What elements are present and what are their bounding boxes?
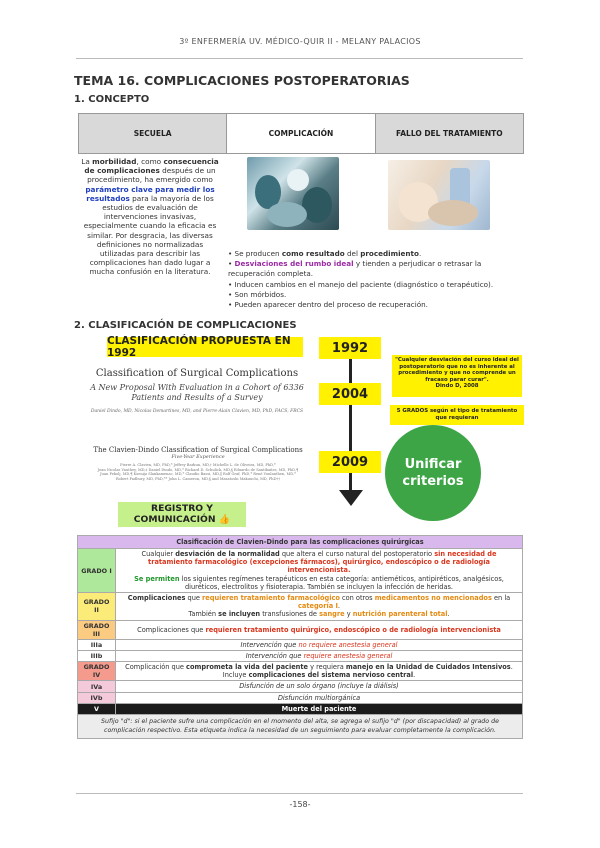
- text-run: consecuencia de complicaciones: [84, 157, 219, 176]
- unificar-criterios-circle: Unificar criterios: [385, 425, 481, 521]
- text-run: comprometa la vida del paciente: [186, 663, 309, 672]
- proposal-banner: CLASIFICACIÓN PROPUESTA EN 1992: [107, 337, 303, 357]
- text-run: Complicaciones: [127, 594, 186, 603]
- secuela-paragraph: [80, 157, 220, 277]
- year-2004: 2004: [319, 383, 381, 405]
- registro-banner: REGISTRO Y COMUNICACIÓN 👍: [118, 502, 246, 527]
- text-run: manejo en la Unidad de Cuidados Intensivos: [345, 663, 511, 672]
- text-run: .: [413, 671, 416, 680]
- text-run: se incluyen: [218, 610, 261, 619]
- text-run: Se producen: [234, 249, 282, 258]
- topic-title: TEMA 16. COMPLICACIONES POSTOPERATORIAS: [74, 73, 410, 88]
- table-row: [78, 650, 523, 661]
- article-2009: [80, 446, 316, 481]
- text-run: después de un procedimiento, ha emergido como: [87, 166, 216, 185]
- grade-description: [116, 639, 523, 650]
- author-line: Juan Pekolj, MD,¶ Ksenija Slankamenac, MD,* Claudio Bassi, MD,‖ Rolf Graf, PhD,* René Vonlanthen, MD,*: [100, 472, 296, 477]
- footer-divider: [76, 793, 523, 794]
- surgery-photo: [247, 157, 339, 230]
- text-run: Complicaciones que: [137, 625, 206, 634]
- year-2009: 2009: [319, 451, 381, 473]
- section-heading-concepto: 1. CONCEPTO: [74, 94, 150, 105]
- table-row: [78, 692, 523, 703]
- text-run: morbilidad: [92, 157, 137, 166]
- text-run: . Incluye: [222, 663, 513, 680]
- list-item: [228, 259, 524, 279]
- suffix-d-note: Sufijo "d": si el paciente sufre una complicación en el momento del alta, se agrega el sufijo "d" (por discapacidad) al grado de complicación respectivo. Esta etiqueta indica la necesidad de un seguimiento para evaluar completamente la complicación.: [78, 715, 523, 739]
- grade-label: IVb: [78, 692, 116, 703]
- grade-description: [116, 549, 523, 593]
- text-run: desviación de la normalidad: [175, 550, 280, 558]
- table-row: [78, 639, 523, 650]
- text-run: sangre: [319, 610, 345, 619]
- page-number: -158-: [289, 800, 311, 809]
- text-run: categoría I: [297, 602, 338, 611]
- text-run: procedimiento: [360, 249, 419, 258]
- text-run: requieren tratamiento quirúrgico, endoscópico o de radiología intervencionista: [205, 625, 501, 634]
- page-header: 3º ENFERMERÍA UV. MÉDICO-QUIR II - MELANY PALACIOS: [179, 37, 421, 46]
- text-run: medicamentos no mencionados: [374, 594, 492, 603]
- col-fallo: FALLO DEL TRATAMIENTO: [376, 114, 523, 153]
- list-item: • Inducen cambios en el manejo del paciente (diagnóstico o terapéutico).: [228, 280, 524, 290]
- list-item: • Son mórbidos.: [228, 290, 524, 300]
- patient-photo: [388, 160, 490, 230]
- text-run: Complicación que: [125, 663, 187, 672]
- text-run: sin necesidad de tratamiento farmacológico (excepciones fármacos), quirúrgico, endoscópico o de radiología intervencionista.: [148, 550, 497, 575]
- text-run: Intervención que: [240, 640, 299, 649]
- article-title: The Clavien-Dindo Classification of Surgical Complications: [93, 446, 303, 454]
- article-authors: [80, 463, 316, 481]
- grade-label: IVa: [78, 681, 116, 692]
- quote-author: Dindo D, 2008: [435, 383, 479, 390]
- text-run: y requiera: [308, 663, 346, 672]
- table-note-row: [78, 715, 523, 739]
- grade-description: Disfunción de un solo órgano (incluye la diálisis): [116, 681, 523, 692]
- text-run: complicaciones del sistema nervioso central: [248, 671, 414, 680]
- grade-description: [116, 650, 523, 661]
- text-run: no requiere anestesia general: [298, 640, 398, 649]
- timeline-arrow-icon: [339, 490, 363, 506]
- section-heading-clasificacion: 2. CLASIFICACIÓN DE COMPLICACIONES: [74, 320, 297, 331]
- article-authors: Daniel Dindo, MD, Nicolas Demartines, MD, and Pierre-Alain Clavien, MD, PhD, FACS, FRCS: [90, 409, 304, 414]
- text-run: que altera el curso natural del postoperatorio: [279, 550, 435, 558]
- grade-label: GRADO III: [78, 620, 116, 639]
- text-run: nutrición parenteral total: [352, 610, 448, 619]
- text-run: los siguientes regímenes terapéuticos en esta categoría: antieméticos, antipiréticos, analgésicos, diuréticos, electrolitos y fisioterapia. También se incluyen la infección de heridas.: [179, 574, 504, 591]
- grade-label: GRADO I: [78, 549, 116, 593]
- author-line: Pierre A. Clavien, MD, PhD,* Jeffrey Barkun, MD,† Michelle L. de Oliveira, MD, PhD,*: [120, 463, 276, 467]
- grados-note: 5 GRADOS según el tipo de tratamiento que requieran: [390, 405, 524, 425]
- col-complicacion: COMPLICACIÓN: [226, 114, 375, 153]
- year-1992: 1992: [319, 337, 381, 359]
- text-run: que: [185, 594, 203, 603]
- text-run: Cualquier: [141, 550, 176, 558]
- col-secuela: SECUELA: [79, 114, 226, 153]
- grade-label: GRADO II: [78, 593, 116, 621]
- grade-description: [116, 593, 523, 621]
- article-subtitle: Five-Year Experience: [171, 454, 225, 460]
- quote-text: "Cualquier desviación del curso ideal del postoperatorio que no es inherente al procedimiento y que no comprende un fracaso parar curar".: [395, 357, 519, 383]
- text-run: como resultado: [281, 249, 345, 258]
- text-run: .: [418, 249, 422, 258]
- table-title: Clasificación de Clavien-Dindo para las complicaciones quirúrgicas: [78, 536, 523, 549]
- text-run: requiere anestesia general: [303, 651, 393, 660]
- grade-description: Disfunción multiorgánica: [116, 692, 523, 703]
- concept-comparison-table: [78, 113, 524, 154]
- text-run: .: [447, 610, 450, 619]
- list-item: [228, 249, 524, 259]
- clavien-dindo-table: [77, 535, 523, 739]
- text-run: y tienden a perjudicar o retrasar la recuperación completa.: [228, 259, 482, 279]
- table-row: [78, 703, 523, 714]
- text-run: y: [344, 610, 353, 619]
- text-run: para la mayoría de los estudios de evaluación de intervenciones invasivas, especialmente cuando la eficacia es similar. Por desgracia, las diversas definiciones no normalizadas utilizadas para describir las complicaciones han dado lugar a mucha confusión en la literatura.: [83, 193, 217, 277]
- grade-label: IIIa: [78, 639, 116, 650]
- grade-description: [116, 662, 523, 681]
- text-run: requieren tratamiento farmacológico: [202, 594, 340, 603]
- article-subtitle: A New Proposal With Evaluation in a Cohort of 6336 Patients and Results of a Survey: [90, 383, 304, 402]
- text-run: Intervención que: [245, 651, 304, 660]
- article-title: Classification of Surgical Complications: [95, 368, 299, 379]
- article-2004: [78, 368, 316, 414]
- table-row: [78, 593, 523, 621]
- text-run: Desviaciones del rumbo ideal: [234, 259, 354, 269]
- text-run: Se permiten: [134, 574, 180, 583]
- text-run: transfusiones de: [260, 610, 320, 619]
- list-item: • Pueden aparecer dentro del proceso de recuperación.: [228, 300, 524, 310]
- table-row: [78, 549, 523, 593]
- author-line: Robert Padbury, MD, PhD,** John L. Cameron, MD,§ and Masatoshi Makuuchi, MD, PhD††: [115, 476, 281, 481]
- header-divider: [76, 58, 523, 59]
- text-run: en la: [491, 594, 511, 603]
- text-run: del: [344, 249, 361, 258]
- table-row: [78, 620, 523, 639]
- grade-label: V: [78, 703, 116, 714]
- table-row: [78, 681, 523, 692]
- text-run: La: [81, 157, 93, 166]
- grade-label: GRADO IV: [78, 662, 116, 681]
- text-run: .: [337, 602, 341, 611]
- text-run: También: [188, 610, 219, 619]
- text-run: , como: [136, 157, 164, 166]
- table-row: [78, 662, 523, 681]
- grade-description: Muerte del paciente: [116, 703, 523, 714]
- table-header-row: [78, 536, 523, 549]
- author-line: Jean Nicolas Vauthey, MD,‡ Daniel Dindo, MD,* Richard D. Schulick, MD,§ Eduardo de Santibañes, MD, PhD,¶: [97, 467, 299, 472]
- text-run: con otros: [339, 594, 375, 603]
- text-run: parámetro clave para medir los resultados: [85, 184, 215, 203]
- complicacion-bullets: [228, 249, 524, 310]
- grade-label: IIIb: [78, 650, 116, 661]
- grade-description: [116, 620, 523, 639]
- definition-quote: [392, 355, 522, 397]
